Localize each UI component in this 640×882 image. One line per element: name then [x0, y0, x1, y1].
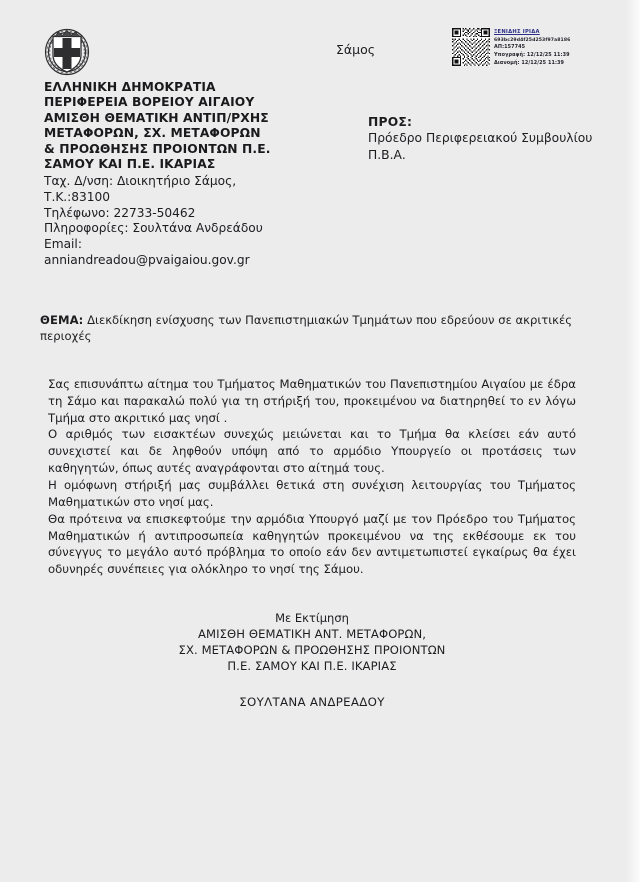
- recipient-label: ΠΡΟΣ:: [368, 115, 413, 129]
- digital-signature-stamp: [452, 28, 570, 68]
- body-paragraph: Η ομόφωνη στήριξή μας συμβάλλει θετικά στη συνέχιση λειτουργίας του Τμήματος Μαθηματικών στο νησί μας.: [48, 477, 576, 509]
- body-paragraph: Θα πρότεινα να επισκεφτούμε την αρμόδια Υπουργό μαζί με τον Πρόεδρο του Τμήματος Μαθηματικών ή αντιπροσωπεία καθηγητών προκειμένου να της εκθέσουμε εκ του σύνεγγυς το μεγάλο αυτό πρόβλημα το οποίο εάν δεν αντιμετωπιστεί εγκαίρως θα έχει οδυνηρές συνέπειες για ολόκληρο το νησί της Σάμου.: [48, 511, 576, 577]
- signer-office-line: ΑΜΙΣΘΗ ΘΕΜΑΤΙΚΗ ΑΝΤ. ΜΕΤΑΦΟΡΩΝ,: [197, 626, 427, 641]
- digital-signature-details: [494, 28, 570, 68]
- closing-block: [48, 611, 576, 709]
- signature-timestamp: Υπογραφή: 12/12/25 11:39: [494, 52, 570, 59]
- signer-office-line: Π.Ε. ΣΑΜΟΥ ΚΑΙ Π.Ε. ΙΚΑΡΙΑΣ: [227, 658, 397, 673]
- letterhead: [38, 26, 606, 276]
- signature-hash: 693bc29d4f25d253f97a8186: [494, 37, 571, 43]
- subject-label: ΘΕΜΑ:: [40, 313, 84, 327]
- protocol-number: ΑΠ:157745: [494, 44, 526, 51]
- body-paragraph: Σας επισυνάπτω αίτημα του Τμήματος Μαθηματικών του Πανεπιστημίου Αιγαίου με έδρα τη Σάμο και παρακαλώ πολύ για τη στήριξή του, προκειμένου να διατηρηθεί το εν λόγω Τμήμα στο ακριτικό μας νησί .: [48, 376, 576, 425]
- signer-office-line: ΣΧ. ΜΕΤΑΦΟΡΩΝ & ΠΡΟΩΘΗΣΗΣ ΠΡΟΙΟΝΤΩΝ: [178, 642, 446, 657]
- sender-title-line: ΜΕΤΑΦΟΡΩΝ, ΣΧ. ΜΕΤΑΦΟΡΩΝ: [44, 126, 261, 141]
- distribution-timestamp: Διανομή: 12/12/25 11:39: [494, 60, 565, 67]
- subject-text: Διεκδίκηση ενίσχυσης των Πανεπιστημιακών Τμημάτων που εδρεύουν σε ακριτικές περιοχές: [40, 313, 573, 344]
- sender-address: Ταχ. Δ/νση: Διοικητήριο Σάμος,: [44, 173, 237, 188]
- recipient-block: [368, 114, 618, 163]
- sender-title-line: ΕΛΛΗΝΙΚΗ ΔΗΜΟΚΡΑΤΙΑ: [44, 80, 216, 94]
- subject-line: [40, 312, 616, 345]
- sender-title-line: & ΠΡΟΩΘΗΣΗΣ ΠΡΟΙΟΝΤΩΝ Π.Ε.: [44, 141, 271, 156]
- greek-coat-of-arms-icon: [42, 28, 92, 80]
- place-of-issue: Σάμος: [336, 42, 376, 57]
- body-paragraph: Ο αριθμός των εισακτέων συνεχώς μειώνεται και το Τμήμα θα κλείσει εάν αυτό συνεχιστεί και δε ληφθούν υπόψη από το αρμόδιο Υπουργείο οι προτάσεις των καθηγητών, όπως αυτές αναγράφονται στο αίτημά τους.: [48, 427, 576, 476]
- recipient-line: Π.Β.Α.: [368, 147, 406, 162]
- sender-block: [44, 80, 344, 269]
- qr-code-icon: [452, 28, 490, 66]
- letter-body: [48, 376, 576, 578]
- sender-postcode: Τ.Κ.:83100: [44, 189, 111, 204]
- sender-title-line: ΑΜΙΣΘΗ ΘΕΜΑΤΙΚΗ ΑΝΤΙΠ/ΡΧΗΣ: [44, 110, 269, 125]
- sender-phone: Τηλέφωνο: 22733-50462: [44, 205, 196, 220]
- regards-line: Με Εκτίμηση: [275, 611, 349, 626]
- signature-authority-name: ΞΕΝΙΔΗΣ ΙΡΙΔΑ: [494, 29, 540, 35]
- recipient-line: Πρόεδρο Περιφερειακού Συμβουλίου: [368, 131, 593, 146]
- sender-title-line: ΠΕΡΙΦΕΡΕΙΑ ΒΟΡΕΙΟΥ ΑΙΓΑΙΟΥ: [44, 95, 255, 110]
- sender-contact: [44, 174, 344, 269]
- signer-name: ΣΟΥΛΤΑΝΑ ΑΝΔΡΕΑΔΟΥ: [239, 694, 385, 709]
- sender-email-value: anniandreadou@pvaigaiou.gov.gr: [44, 253, 250, 268]
- sender-info-contact: Πληροφορίες: Σουλτάνα Ανδρεάδου: [44, 221, 263, 236]
- sender-email-label: Email:: [44, 237, 82, 252]
- sender-title: [44, 80, 344, 173]
- sender-title-line: ΣΑΜΟΥ ΚΑΙ Π.Ε. ΙΚΑΡΙΑΣ: [44, 157, 216, 172]
